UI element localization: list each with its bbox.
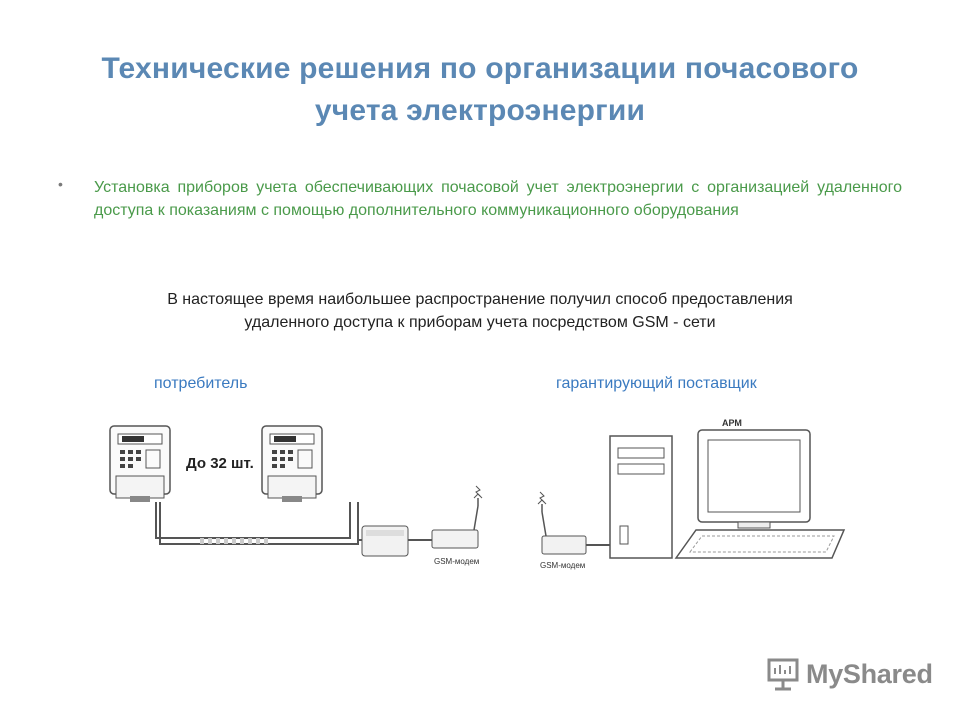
connection-diagram [90,408,860,608]
gsm-modem-right-label: GSM-модем [540,561,586,570]
mysharedd-watermark [766,654,933,694]
label-supplier: гарантирующий поставщик [556,375,757,392]
statement-line-2: удаленного доступа к приборам учета посредством GSM - сети [244,314,716,331]
gsm-modem-left [432,486,482,548]
electric-meter-1 [110,426,170,502]
electric-meter-2 [262,426,322,502]
bullet-dot-icon: • [58,176,63,192]
title-line-2: учета электроэнергии [314,94,646,127]
label-consumer: потребитель [154,375,248,392]
presentation-board-icon [766,656,800,692]
interface-converter [358,526,408,556]
meters-count-label: До 32 шт. [186,455,254,472]
bullet-text: Установка приборов учета обеспечивающих почасовой учет электроэнергии с организацией удаленного доступа к показаниям с помощью дополнительного коммуникационного оборудования [94,179,902,219]
gsm-modem-left-label: GSM-модем [434,557,480,566]
computer-tower [610,436,672,558]
brand-text: MyShared [806,658,933,689]
slide-title [40,48,920,132]
title-line-1: Технические решения по организации почасового [101,52,859,85]
gsm-modem-right [538,492,586,554]
keyboard [676,530,844,558]
workstation-label: АРМ [722,418,742,428]
statement-line-1: В настоящее время наибольшее распространение получил способ предоставления [167,291,793,308]
computer-monitor [698,430,810,528]
meter-bus-cable [156,502,362,544]
statement [60,288,900,334]
diagram-svg [90,408,860,608]
